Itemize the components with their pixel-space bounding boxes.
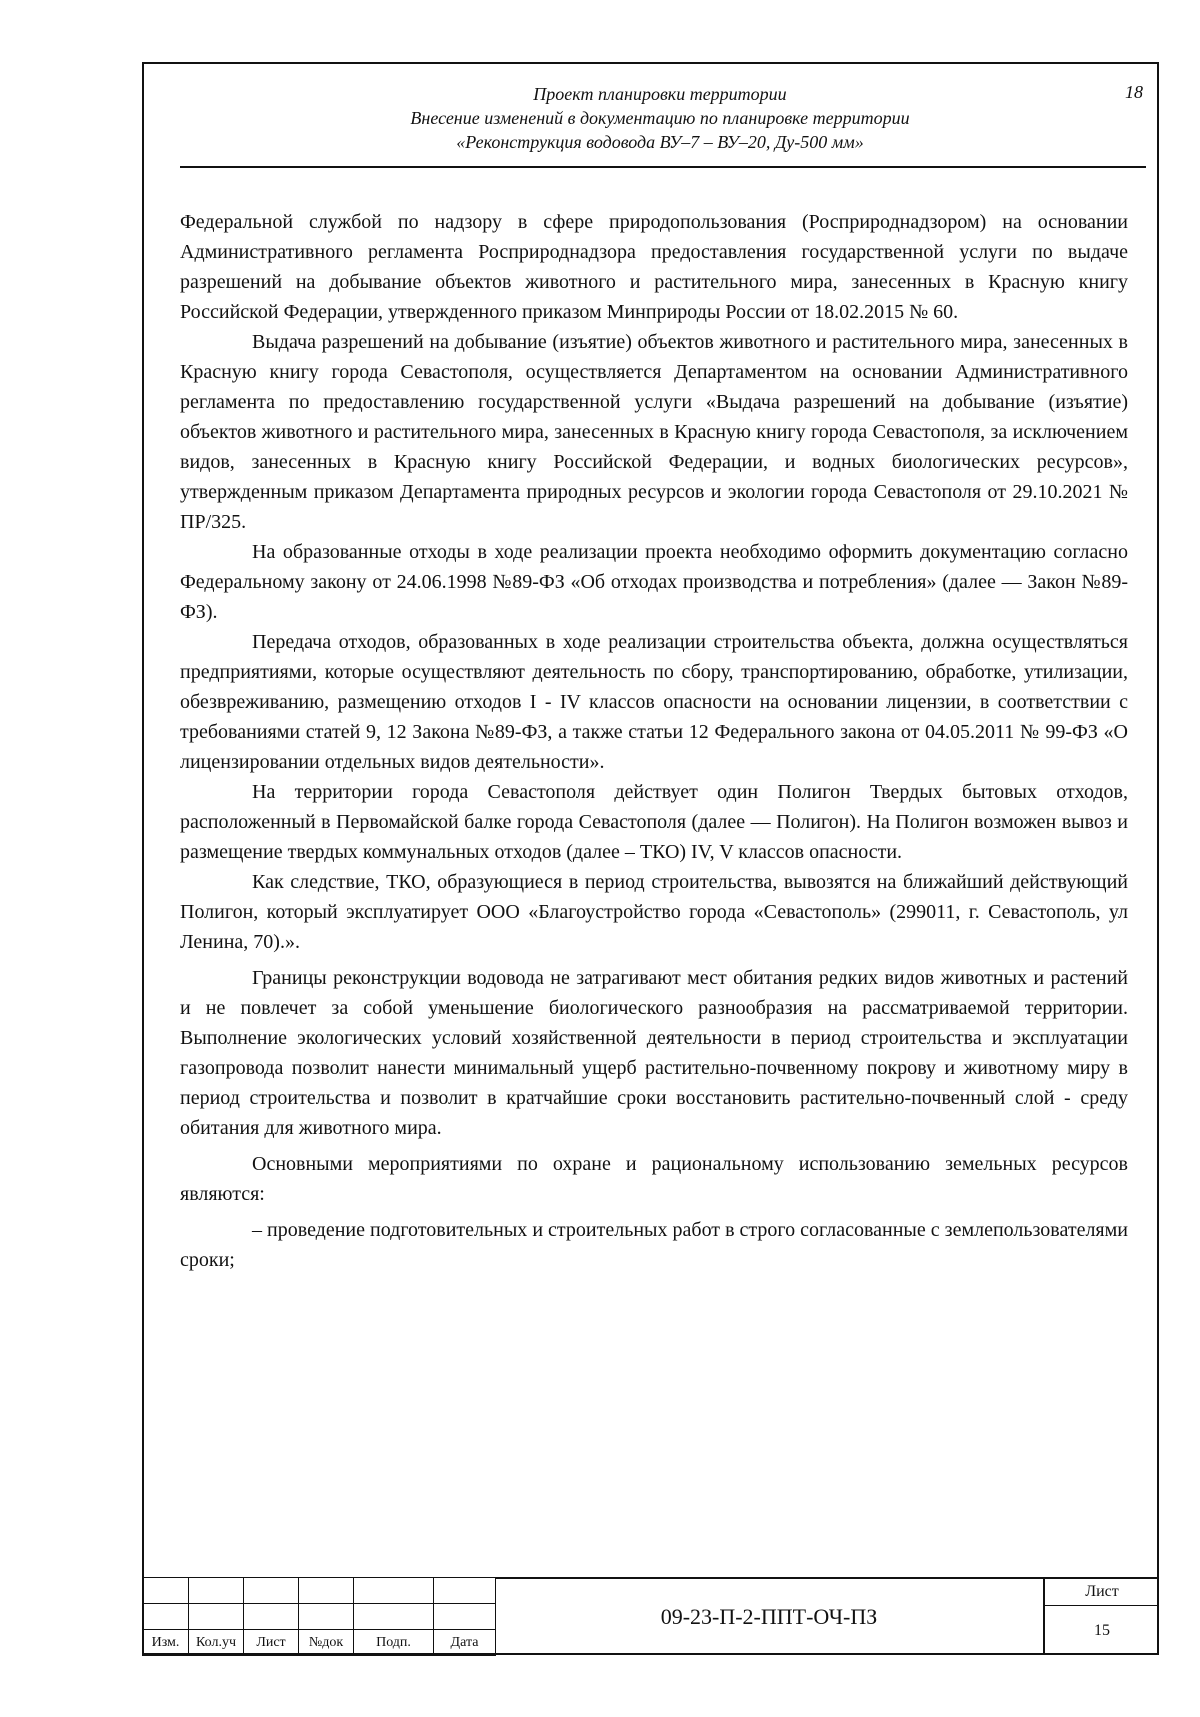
header-divider bbox=[180, 166, 1146, 168]
paragraph-6: Как следствие, ТКО, образующиеся в период строительства, вывозятся на ближайший действующий Полигон, который эксплуатирует ООО «Благоустройство города «Севастополь» (299011, г. Севастополь, ул Ленина, 70).». bbox=[180, 871, 1128, 953]
title-block bbox=[142, 1577, 1159, 1655]
document-code: 09-23-П-2-ППТ-ОЧ-ПЗ bbox=[495, 1577, 1043, 1655]
sheet-number: 15 bbox=[1094, 1622, 1110, 1639]
col-list: Лист bbox=[244, 1630, 299, 1656]
col-kol-uch: Кол.уч bbox=[189, 1630, 244, 1656]
col-izm: Изм. bbox=[143, 1630, 189, 1656]
sheet-cell bbox=[1043, 1577, 1159, 1655]
header-project-title: Проект планировки территории bbox=[533, 84, 787, 104]
header-subtitle: Внесение изменений в документацию по планировке территории bbox=[410, 108, 910, 128]
paragraph-8: Основными мероприятиями по охране и рациональному использованию земельных ресурсов являются: bbox=[180, 1153, 1128, 1205]
sheet-label: Лист bbox=[1045, 1579, 1159, 1606]
page-header bbox=[180, 82, 1140, 154]
paragraph-3: На образованные отходы в ходе реализации проекта необходимо оформить документацию согласно Федеральному закону от 24.06.1998 №89-ФЗ «Об отходах производства и потребления» (далее — Закон №89-ФЗ). bbox=[180, 541, 1128, 623]
header-object-name: «Реконструкция водовода ВУ–7 – ВУ–20, Ду-500 мм» bbox=[456, 132, 864, 152]
document-body bbox=[180, 207, 1128, 1275]
header-page-number: 18 bbox=[1125, 82, 1143, 102]
paragraph-1: Федеральной службой по надзору в сфере природопользования (Росприроднадзором) на основании Административного регламента Росприроднадзора предоставления государственной услуги по выдаче разрешений на добывание объектов животного и растительного мира, занесенных в Красную книгу Российской Федерации, утвержденного приказом Минприроды России от 18.02.2015 № 60. bbox=[180, 211, 1128, 323]
paragraph-2: Выдача разрешений на добывание (изъятие) объектов животного и растительного мира, занесенных в Красную книгу города Севастополя, осуществляется Департаментом на основании Административного регламента по предоставлению государственной услуги «Выдача разрешений на добывание (изъятие) объектов животного и растительного мира, занесенных в Красную книгу города Севастополя, за исключением видов, занесенных в Красную книгу Российской Федерации, и водных биологических ресурсов», утвержденным приказом Департамента природных ресурсов и экологии города Севастополя от 29.10.2021 № ПР/325. bbox=[180, 331, 1128, 533]
paragraph-5: На территории города Севастополя действует один Полигон Твердых бытовых отходов, расположенный в Первомайской балке города Севастополя (далее — Полигон). На Полигон возможен вывоз и размещение твердых коммунальных отходов (далее – ТКО) IV, V классов опасности. bbox=[180, 781, 1128, 863]
paragraph-9: – проведение подготовительных и строительных работ в строго согласованные с землепользователями сроки; bbox=[180, 1219, 1128, 1271]
revision-table bbox=[142, 1577, 496, 1656]
col-podp: Подп. bbox=[354, 1630, 434, 1656]
col-data: Дата bbox=[434, 1630, 496, 1656]
paragraph-7: Границы реконструкции водовода не затрагивают мест обитания редких видов животных и растений и не повлечет за собой уменьшение биологического разнообразия на рассматриваемой территории. Выполнение экологических условий хозяйственной деятельности в период строительства и эксплуатации газопровода позволит нанести минимальный ущерб растительно-почвенному покрову и животному миру в период строительства и позволит в кратчайшие сроки восстановить растительно-почвенный слой - среду обитания для животного мира. bbox=[180, 967, 1128, 1139]
paragraph-4: Передача отходов, образованных в ходе реализации строительства объекта, должна осуществляться предприятиями, которые осуществляют деятельность по сбору, транспортированию, обработке, утилизации, обезвреживанию, размещению отходов I - IV классов опасности на основании лицензии, в соответствии с требованиями статей 9, 12 Закона №89-ФЗ, а также статьи 12 Федерального закона от 04.05.2011 № 99-ФЗ «О лицензировании отдельных видов деятельности». bbox=[180, 631, 1128, 773]
col-ndok: №док bbox=[299, 1630, 354, 1656]
